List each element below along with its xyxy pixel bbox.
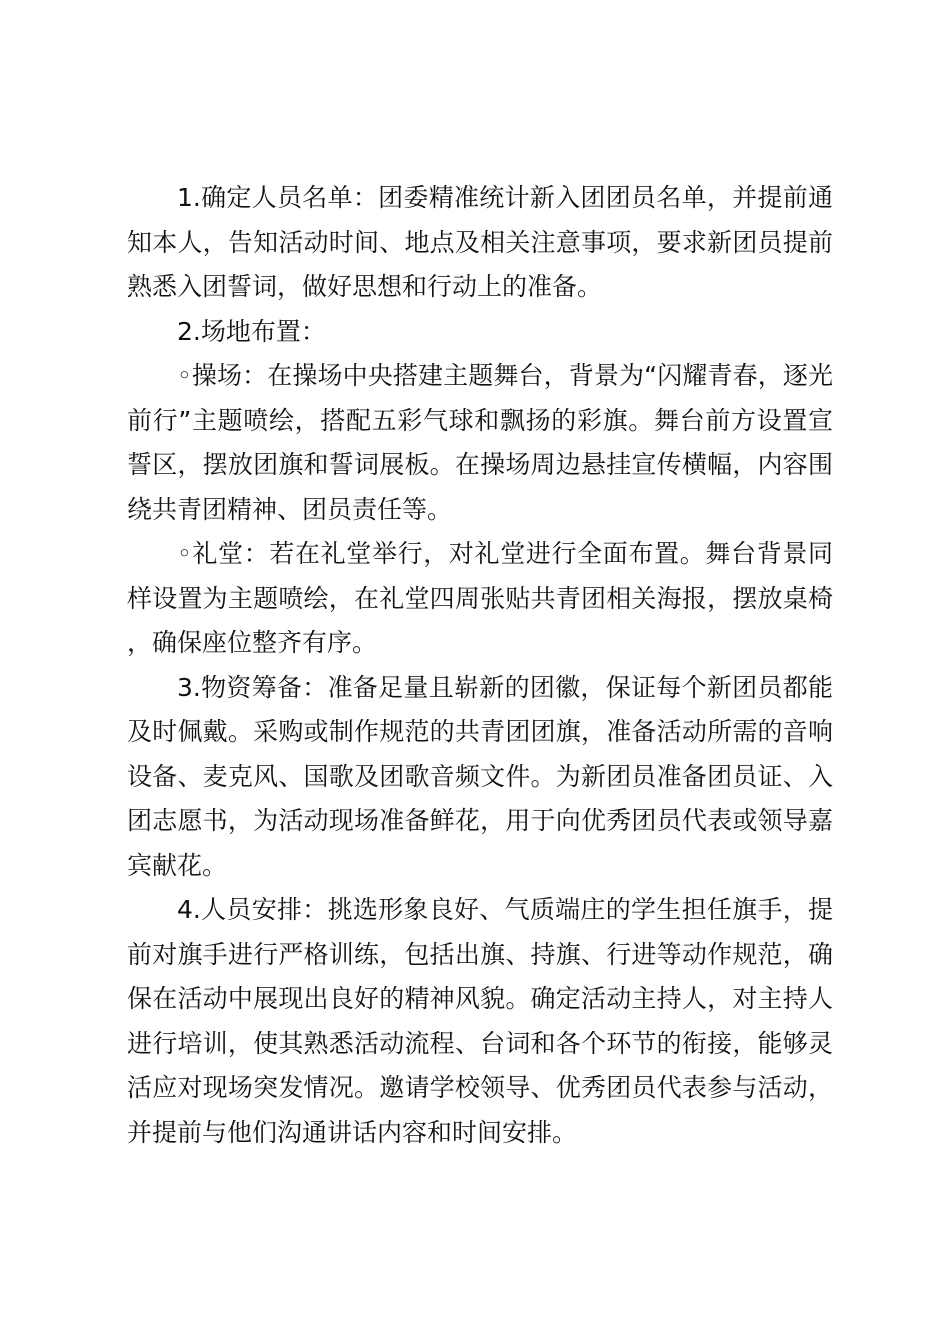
paragraph-staffing: 4.人员安排：挑选形象良好、气质端庄的学生担任旗手，提前对旗手进行严格训练，包括出旗、持旗、行进等动作规范，确保在活动中展现出良好的精神风貌。确定活动主持人，对主持人进行培训，使其熟悉活动流程、台词和各个环节的衔接，能够灵活应对现场突发情况。邀请学校领导、优秀团员代表参与活动，并提前与他们沟通讲话内容和时间安排。	[127, 895, 833, 1147]
paragraph-personnel-list: 1.确定人员名单：团委精准统计新入团团员名单，并提前通知本人，告知活动时间、地点及相关注意事项，要求新团员提前熟悉入团誓词，做好思想和行动上的准备。	[127, 183, 833, 301]
document-body	[127, 176, 833, 1155]
paragraph-materials: 3.物资筹备：准备足量且崭新的团徽，保证每个新团员都能及时佩戴。采购或制作规范的共青团团旗，准备活动所需的音响设备、麦克风、国歌及团歌音频文件。为新团员准备团员证、入团志愿书，为活动现场准备鲜花，用于向优秀团员代表或领导嘉宾献花。	[127, 672, 833, 880]
paragraph-venue-heading: 2.场地布置：	[177, 316, 326, 346]
paragraph-auditorium: ◦礼堂：若在礼堂举行，对礼堂进行全面布置。舞台背景同样设置为主题喷绘，在礼堂四周张贴共青团相关海报，摆放桌椅，确保座位整齐有序。	[127, 539, 833, 657]
paragraph-playground: ◦操场：在操场中央搭建主题舞台，背景为“闪耀青春，逐光前行”主题喷绘，搭配五彩气球和飘扬的彩旗。舞台前方设置宣誓区，摆放团旗和誓词展板。在操场周边悬挂宣传横幅，内容围绕共青团精神、团员责任等。	[127, 361, 833, 524]
